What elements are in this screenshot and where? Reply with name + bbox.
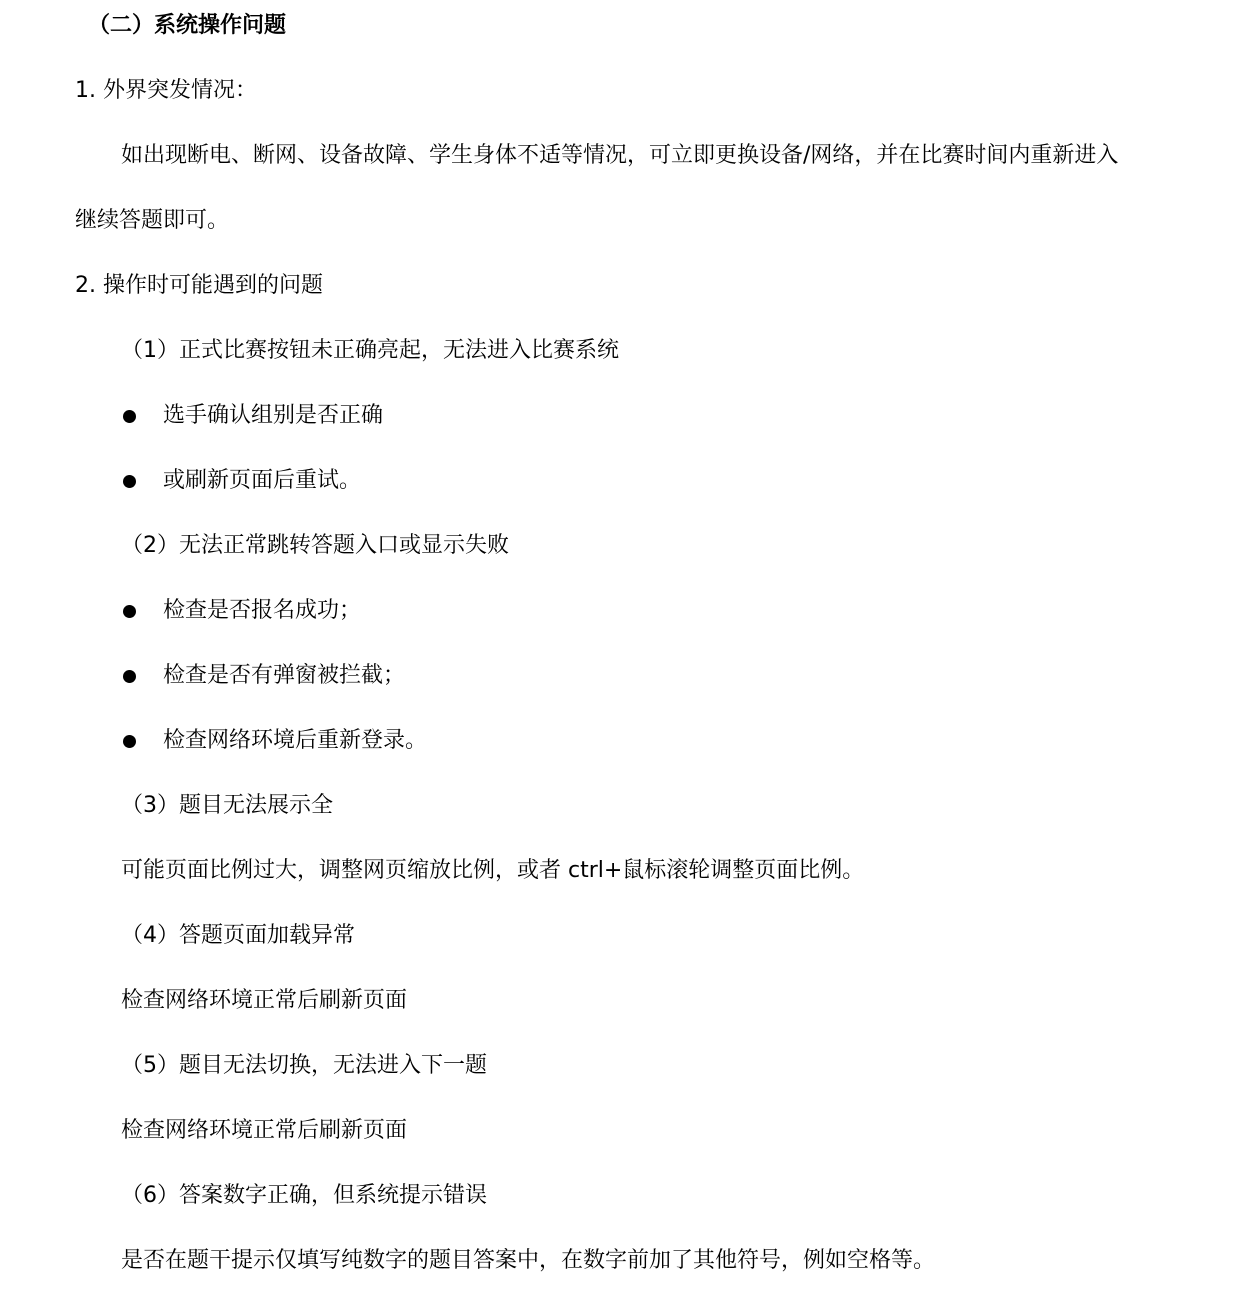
bullet-dot-icon (123, 735, 136, 748)
problem-4-title: （4）答题页面加载异常 (121, 923, 355, 948)
bullet-dot-icon (123, 475, 136, 488)
bullet-text: 检查是否有弹窗被拦截； (163, 663, 406, 688)
problem-3-answer: 可能页面比例过大，调整网页缩放比例，或者 ctrl+鼠标滚轮调整页面比例。 (121, 858, 865, 883)
bullet-text: 检查是否报名成功； (163, 598, 362, 623)
bullet-dot-icon (123, 410, 136, 423)
problem-1-title: （1）正式比赛按钮未正确亮起，无法进入比赛系统 (121, 338, 619, 363)
problem-5-answer: 检查网络环境正常后刷新页面 (121, 1118, 408, 1143)
item1-title: 1. 外界突发情况： (75, 78, 257, 103)
problem-2-title: （2）无法正常跳转答题入口或显示失败 (121, 533, 509, 558)
problem-4-answer: 检查网络环境正常后刷新页面 (121, 988, 408, 1013)
problem-6-title: （6）答案数字正确，但系统提示错误 (121, 1183, 487, 1208)
bullet-dot-icon (123, 605, 136, 618)
problem-3-title: （3）题目无法展示全 (121, 793, 333, 818)
bullet-dot-icon (123, 670, 136, 683)
item1-paragraph-line2: 继续答题即可。 (75, 208, 230, 233)
bullet-text: 选手确认组别是否正确 (163, 403, 384, 428)
item2-title: 2. 操作时可能遇到的问题 (75, 273, 323, 298)
item1-paragraph-line1: 如出现断电、断网、设备故障、学生身体不适等情况，可立即更换设备/网络，并在比赛时间内重新进入 (121, 143, 1119, 168)
problem-6-answer: 是否在题干提示仅填写纯数字的题目答案中，在数字前加了其他符号，例如空格等。 (121, 1248, 936, 1273)
bullet-text: 或刷新页面后重试。 (163, 468, 362, 493)
section-title: （二）系统操作问题 (88, 13, 287, 38)
problem-5-title: （5）题目无法切换，无法进入下一题 (121, 1053, 487, 1078)
bullet-text: 检查网络环境后重新登录。 (163, 728, 428, 753)
